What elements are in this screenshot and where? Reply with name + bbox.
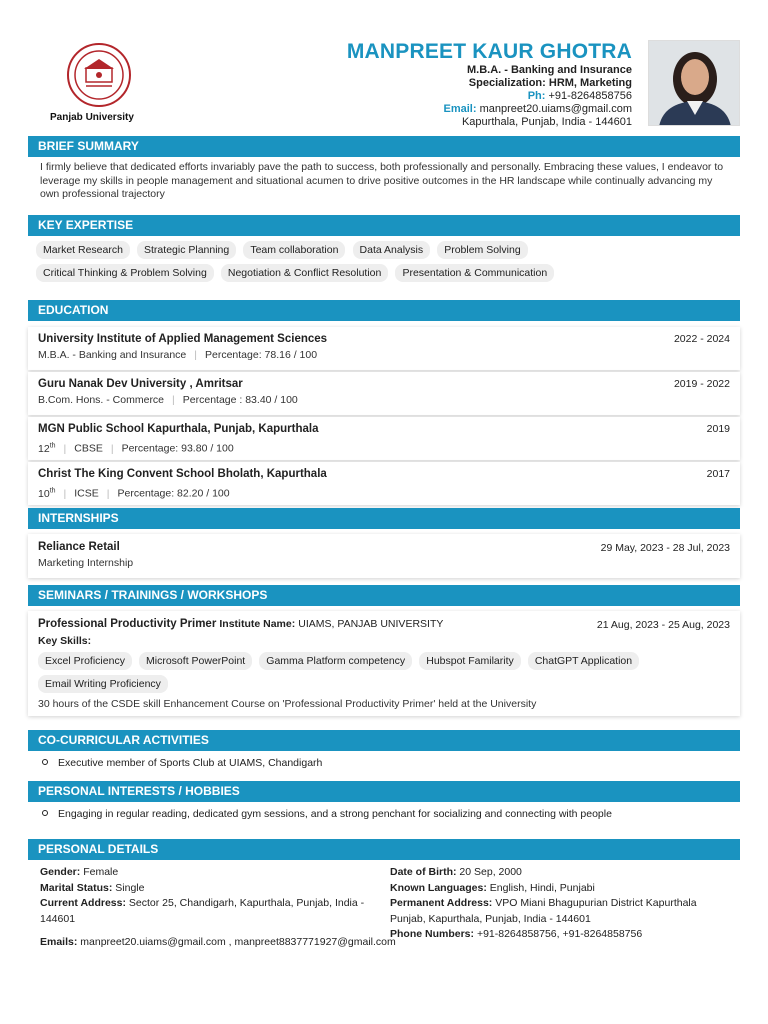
phone-label: Ph:: [527, 90, 546, 102]
personal-section: [28, 839, 740, 962]
languages: English, Hindi, Punjabi: [489, 881, 595, 894]
seminars-heading: SEMINARS / TRAININGS / WORKSHOPS: [28, 585, 740, 606]
school-name: Christ The King Convent School Bholath, Kapurthala: [38, 468, 327, 480]
school-name: Guru Nanak Dev University , Amritsar: [38, 378, 243, 390]
school-name: MGN Public School Kapurthala, Punjab, Kapurthala: [38, 423, 319, 435]
expertise-chip: Critical Thinking & Problem Solving: [36, 264, 214, 282]
education-section: [28, 300, 740, 505]
skill-chip: Microsoft PowerPoint: [139, 652, 252, 670]
personal-right-column: Date of Birth: 20 Sep, 2000 Known Languages: English, Hindi, Punjabi Permanent Address: VPO Miani Bhagupurian District Kapurthala Punjab, Kapurthala, Punjab, India - 144601 Phone Numbers: +91-8264858756, +91-8264858756: [390, 866, 697, 940]
education-item: [28, 462, 740, 505]
seminar-name: Professional Productivity Primer: [38, 618, 217, 630]
cocurricular-section: [28, 730, 740, 769]
internships-heading: INTERNSHIPS: [28, 508, 740, 529]
summary-section: [28, 136, 740, 208]
email-line: [347, 103, 632, 116]
skill-chip: Email Writing Proficiency: [38, 675, 168, 693]
education-item: [28, 372, 740, 415]
education-dates: 2019: [706, 423, 730, 435]
expertise-chip: Data Analysis: [353, 241, 431, 259]
course: B.Com. Hons. - Commerce: [38, 394, 165, 406]
degree: M.B.A. - Banking and Insurance: [466, 64, 632, 76]
class: 12th: [38, 442, 56, 455]
education-details: 12th | CBSE | Percentage: 93.80 / 100: [38, 442, 234, 455]
board: ICSE: [74, 487, 99, 500]
course: M.B.A. - Banking and Insurance: [38, 349, 187, 361]
expertise-chip: Presentation & Communication: [395, 264, 554, 282]
phone-value: +91-8264858756: [548, 90, 632, 102]
expertise-chip: Market Research: [36, 241, 130, 259]
class: 10th: [38, 487, 56, 500]
seminar-item: [28, 611, 740, 716]
score: Percentage: 78.16 / 100: [204, 349, 318, 361]
internship-role: Marketing Internship: [38, 557, 134, 569]
emails[interactable]: manpreet20.uiams@gmail.com , manpreet8837771927@gmail.com: [80, 936, 396, 948]
education-heading: EDUCATION: [28, 300, 740, 321]
expertise-chip: Problem Solving: [437, 241, 527, 259]
score: Percentage : 83.40 / 100: [182, 394, 298, 406]
contact-block: [347, 40, 632, 129]
key-skills-label: Key Skills:: [38, 635, 92, 647]
education-details: 10th | ICSE | Percentage: 82.20 / 100: [38, 487, 230, 500]
cocurricular-item: Executive member of Sports Club at UIAMS, Chandigarh: [28, 751, 740, 769]
personal-heading: PERSONAL DETAILS: [28, 839, 740, 860]
skill-chip: ChatGPT Application: [528, 652, 639, 670]
university-name: Panjab University: [50, 112, 134, 123]
education-details: B.Com. Hons. - Commerce | Percentage : 83.40 / 100: [38, 394, 298, 406]
personal-details: [28, 860, 740, 962]
internship-dates: 29 May, 2023 - 28 Jul, 2023: [600, 542, 730, 554]
bullet-icon: [42, 810, 48, 816]
skill-chip: Excel Proficiency: [38, 652, 132, 670]
summary-heading: BRIEF SUMMARY: [28, 136, 740, 157]
expertise-heading: KEY EXPERTISE: [28, 215, 740, 236]
candidate-name: MANPREET KAUR GHOTRA: [346, 40, 632, 63]
cocurricular-heading: CO-CURRICULAR ACTIVITIES: [28, 730, 740, 751]
seminar-dates: 21 Aug, 2023 - 25 Aug, 2023: [596, 619, 730, 631]
date-of-birth: 20 Sep, 2000: [459, 866, 522, 878]
education-item: [28, 327, 740, 370]
expertise-chip: Strategic Planning: [137, 241, 236, 259]
phone-numbers: +91-8264858756, +91-8264858756: [476, 928, 643, 940]
email-label: Email:: [443, 103, 477, 115]
phone-line: [347, 90, 632, 103]
internships-section: [28, 508, 740, 578]
interests-section: [28, 781, 740, 820]
location: Kapurthala, Punjab, India - 144601: [461, 116, 632, 128]
specialization: Specialization: HRM, Marketing: [468, 77, 632, 89]
skill-chip: Hubspot Familarity: [419, 652, 521, 670]
resume-header: [28, 38, 740, 130]
expertise-chip: Negotiation & Conflict Resolution: [221, 264, 389, 282]
board: CBSE: [74, 442, 103, 455]
education-details: M.B.A. - Banking and Insurance | Percentage: 78.16 / 100: [38, 349, 318, 361]
marital-status: Single: [115, 881, 145, 894]
skill-chip: Gamma Platform competency: [259, 652, 412, 670]
education-dates: 2022 - 2024: [673, 333, 730, 345]
bullet-icon: [42, 759, 48, 765]
institute-label: Institute Name:: [219, 618, 296, 630]
education-dates: 2019 - 2022: [673, 378, 730, 390]
school-name: University Institute of Applied Management Sciences: [38, 333, 328, 345]
profile-photo: [648, 40, 740, 126]
expertise-chips: [28, 236, 740, 287]
gender: Female: [83, 866, 119, 878]
interests-heading: PERSONAL INTERESTS / HOBBIES: [28, 781, 740, 802]
institute-name: UIAMS, PANJAB UNIVERSITY: [298, 618, 444, 630]
emails-line: Emails: manpreet20.uiams@gmail.com , manpreet8837771927@gmail.com: [40, 936, 396, 948]
company-name: Reliance Retail: [38, 541, 120, 553]
internship-item: [28, 534, 740, 578]
education-item: [28, 417, 740, 460]
expertise-chip: Team collaboration: [243, 241, 345, 259]
summary-text: I firmly believe that dedicated efforts invariably pave the path to success, both professionally and personally. Embracing these values, I endeavor to leverage my skills in people management and situational acumen to drive positive outcomes in the HR landscape while continually advancing my own professional trajectory: [40, 161, 724, 200]
expertise-section: [28, 215, 740, 287]
interests-item: Engaging in regular reading, dedicated gym sessions, and a strong penchant for socializing and connecting with people: [28, 802, 740, 820]
university-logo: [66, 42, 132, 108]
score: Percentage: 93.80 / 100: [121, 442, 234, 455]
permanent-address: VPO Miani Bhagupurian District Kapurthala Punjab, Kapurthala, Punjab, India - 144601: [390, 897, 697, 925]
skill-chips: [38, 647, 730, 698]
education-dates: 2017: [706, 468, 730, 480]
score: Percentage: 82.20 / 100: [117, 487, 230, 500]
current-address: Sector 25, Chandigarh, Kapurthala, Punjab, India - 144601: [40, 897, 365, 925]
seminars-section: [28, 585, 740, 716]
email-value[interactable]: manpreet20.uiams@gmail.com: [479, 103, 632, 115]
personal-left-column: Gender: Female Marital Status: Single Current Address: Sector 25, Chandigarh, Kapurthala, Punjab, India - 144601: [40, 866, 365, 925]
seminar-note: 30 hours of the CSDE skill Enhancement Course on 'Professional Productivity Primer' held at the University: [38, 698, 537, 710]
